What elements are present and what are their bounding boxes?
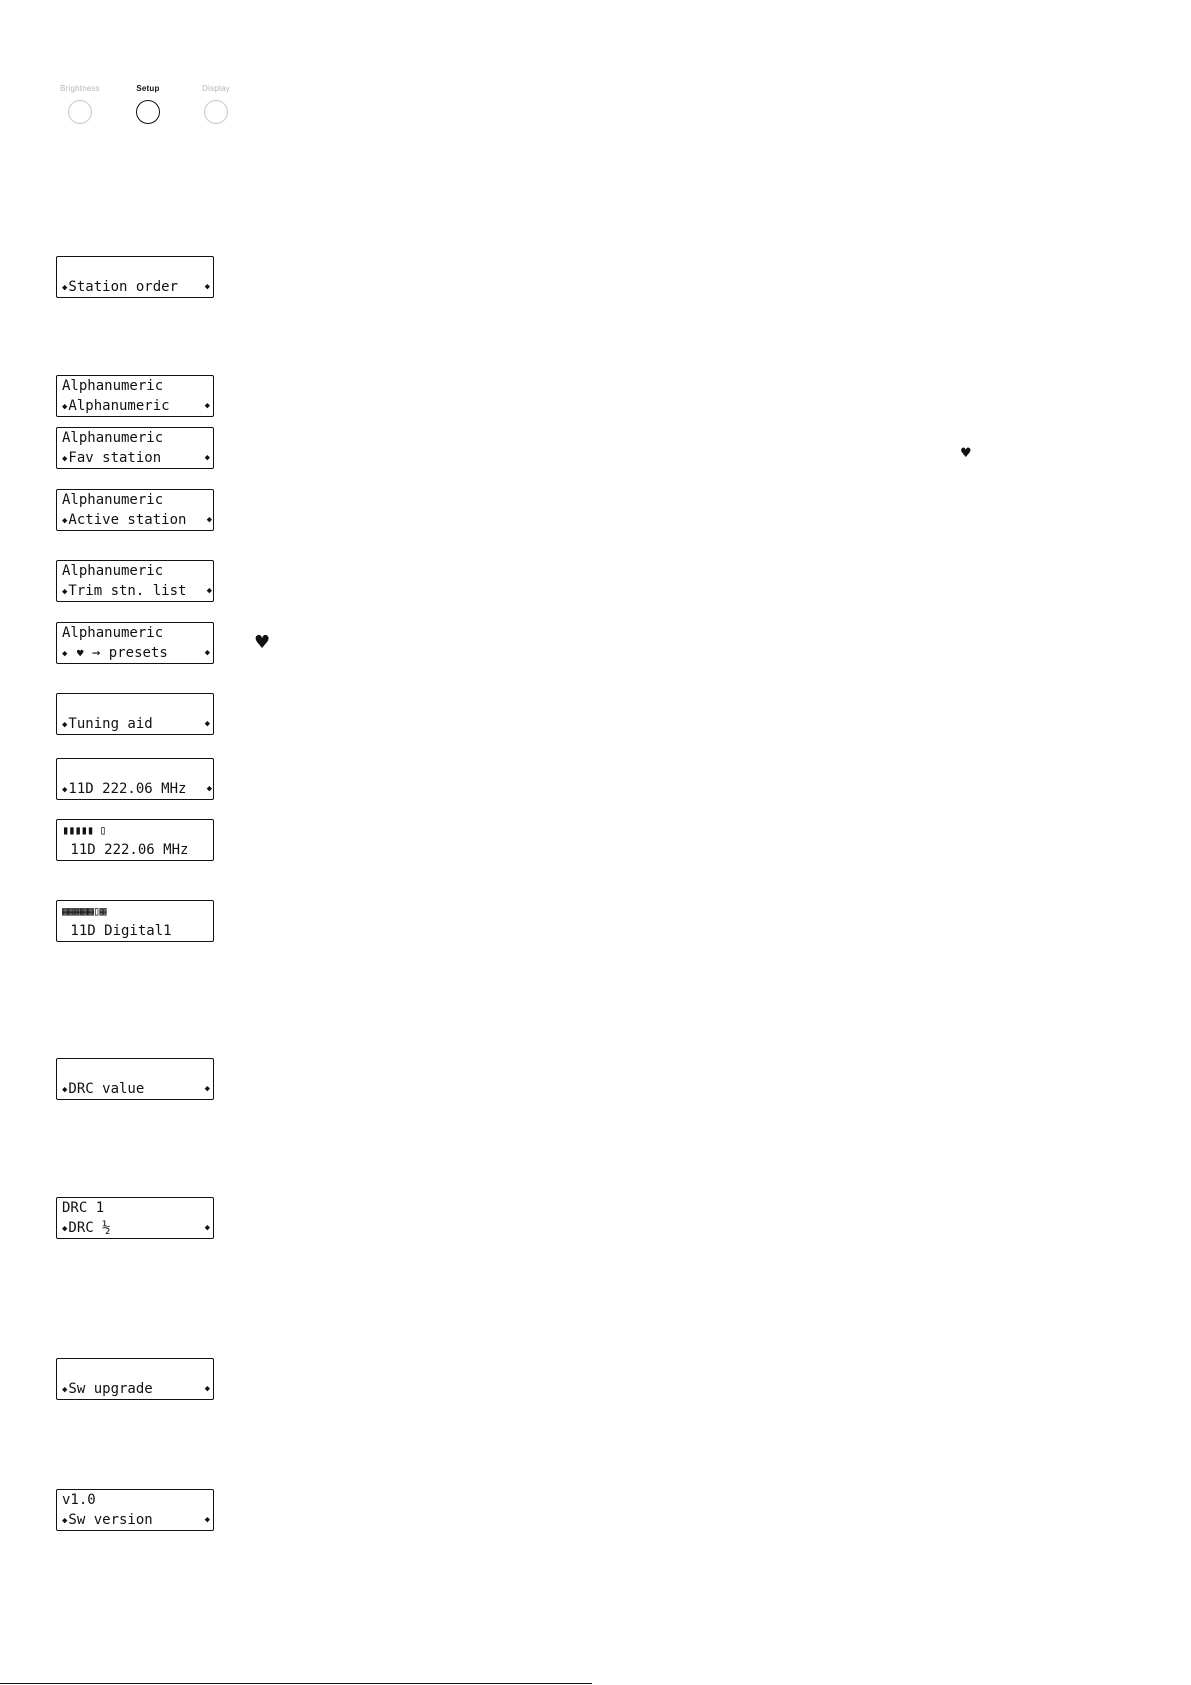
lcd-sw-upgrade: [56, 1358, 214, 1400]
nav-arrows-icon: ◆: [206, 784, 212, 794]
lcd-tuning-aid: [56, 693, 214, 735]
lcd-text: → presets: [91, 645, 168, 661]
lcd-active-station: [56, 489, 214, 531]
lcd-fav-station: [56, 427, 214, 469]
nav-arrows-icon: ◆: [62, 720, 68, 730]
nav-arrows-icon: ◆: [204, 1223, 210, 1233]
nav-arrows-icon: ◆: [62, 454, 68, 464]
knob-setup-label: Setup: [136, 84, 160, 93]
footer-rule: [0, 1683, 592, 1684]
nav-arrows-icon: ◆: [62, 1085, 68, 1095]
nav-arrows-icon: ◆: [204, 1084, 210, 1094]
lcd-line-1: [62, 694, 213, 714]
signal-level-icon: ▦▦▦▦▦▯▦: [62, 904, 106, 918]
lcd-line-1: Alphanumeric: [62, 378, 164, 394]
lcd-line-2: [62, 779, 213, 799]
nav-arrows-icon: ◆: [206, 515, 212, 525]
knob-display[interactable]: [181, 84, 251, 124]
lcd-text: Alphanumeric: [68, 398, 170, 414]
nav-arrows-icon: ◆: [204, 1384, 210, 1394]
nav-arrows-icon: ◆: [62, 1224, 68, 1234]
nav-arrows-icon: ◆: [204, 282, 210, 292]
signal-level-icon: ▮▮▮▮▮ ▯: [62, 823, 106, 837]
nav-arrows-icon: ◆: [62, 587, 68, 597]
lcd-line-2: [62, 1510, 213, 1530]
lcd-text: Sw upgrade: [68, 1381, 153, 1397]
lcd-sw-version: [56, 1489, 214, 1531]
lcd-line-1: DRC 1: [62, 1200, 105, 1216]
lcd-line-1: v1.0: [62, 1492, 96, 1508]
knob-display-label: Display: [202, 84, 230, 93]
knob-setup[interactable]: [113, 84, 183, 124]
lcd-text: Tuning aid: [68, 716, 153, 732]
nav-arrows-icon: ◆: [62, 1516, 68, 1526]
nav-arrows-icon: ◆: [62, 1385, 68, 1395]
lcd-line-2: [62, 1079, 213, 1099]
lcd-line-2: [62, 1218, 213, 1238]
knob-brightness[interactable]: [45, 84, 115, 124]
knob-brightness-circle[interactable]: [68, 100, 92, 124]
nav-arrows-icon: ◆: [62, 402, 68, 412]
lcd-drc: [56, 1197, 214, 1239]
lcd-text: 11D 222.06 MHz: [62, 842, 189, 858]
lcd-line-2: [62, 277, 213, 297]
lcd-line-1: Alphanumeric: [62, 625, 164, 641]
nav-arrows-icon: ◆: [62, 649, 68, 659]
favorite-icon: ♥: [254, 632, 271, 653]
lcd-text: Active station: [68, 512, 187, 528]
lcd-text: Sw version: [68, 1512, 153, 1528]
nav-arrows-icon: ◆: [62, 785, 68, 795]
nav-arrows-icon: ◆: [62, 516, 68, 526]
lcd-text: 11D 222.06 MHz: [68, 781, 187, 797]
lcd-line-1: [62, 759, 213, 779]
nav-arrows-icon: ◆: [62, 283, 68, 293]
lcd-freq-select: [56, 758, 214, 800]
lcd-text: Station order: [68, 279, 178, 295]
lcd-presets: [56, 622, 214, 664]
lcd-text: DRC value: [68, 1081, 145, 1097]
nav-arrows-icon: ◆: [204, 648, 210, 658]
nav-arrows-icon: ◆: [204, 401, 210, 411]
lcd-line-2: [62, 714, 213, 734]
lcd-line-1: Alphanumeric: [62, 563, 164, 579]
lcd-line-1: [62, 257, 213, 277]
lcd-alphanumeric: [56, 375, 214, 417]
nav-arrows-icon: ◆: [206, 586, 212, 596]
lcd-line-1: Alphanumeric: [62, 430, 164, 446]
nav-arrows-icon: ◆: [204, 1515, 210, 1525]
favorite-icon: ♥: [76, 647, 84, 660]
lcd-line-2: [62, 643, 213, 663]
lcd-line-2: [62, 396, 213, 416]
lcd-line-1: [62, 1359, 213, 1379]
lcd-text: 11D Digital1: [62, 923, 172, 939]
lcd-drc-value: [56, 1058, 214, 1100]
knob-setup-circle[interactable]: [136, 100, 160, 124]
knob-display-circle[interactable]: [204, 100, 228, 124]
lcd-line-2: [62, 510, 213, 530]
lcd-digital: [56, 900, 214, 942]
nav-arrows-icon: ◆: [204, 453, 210, 463]
lcd-station-order: [56, 256, 214, 298]
lcd-line-2: [62, 448, 213, 468]
lcd-freq-level: [56, 819, 214, 861]
lcd-line-1: Alphanumeric: [62, 492, 164, 508]
lcd-trim-list: [56, 560, 214, 602]
lcd-text: Trim stn. list: [68, 583, 187, 599]
knob-brightness-label: Brightness: [60, 84, 100, 93]
favorite-small-icon: ♥: [960, 446, 972, 461]
lcd-line-2: [62, 1379, 213, 1399]
lcd-line-1: [62, 1059, 213, 1079]
lcd-text: DRC ½: [68, 1220, 111, 1236]
lcd-line-2: [62, 581, 213, 601]
lcd-text: Fav station: [68, 450, 162, 466]
nav-arrows-icon: ◆: [204, 719, 210, 729]
